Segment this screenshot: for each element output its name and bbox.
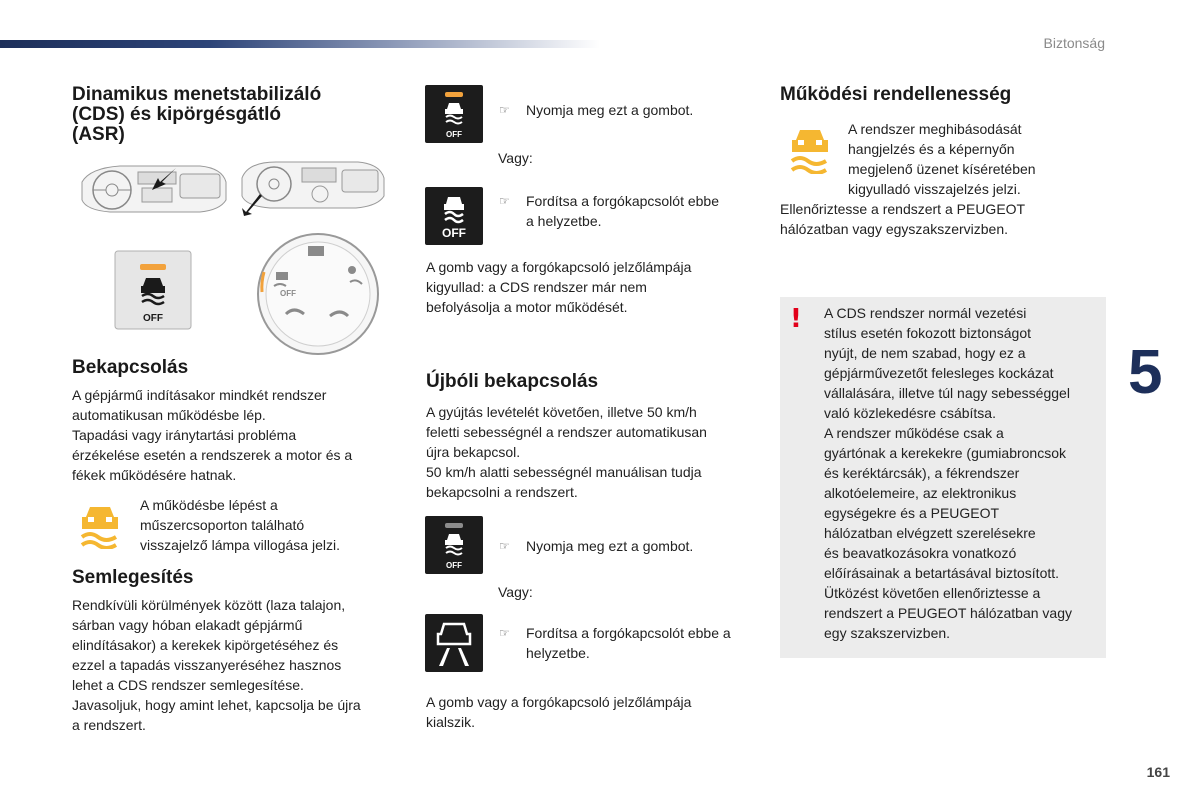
off-label: OFF	[442, 226, 466, 240]
pointing-hand-icon: ☞	[499, 103, 510, 117]
activation-warning-note: A működésbe lépést a műszercsoporton található visszajelző lámpa villogása jelzi.	[140, 497, 340, 553]
or-label: Vagy:	[498, 150, 533, 166]
malfunction-note: A rendszer meghibásodását hangjelzés és a képernyőn megjelenő üzenet kíséretében kigyulladó visszajelzés jelzi.	[848, 121, 1036, 197]
step-turn-switch: ☞ Fordítsa a forgókapcsolót ebbe a helyzetbe.	[499, 193, 720, 229]
off-label: OFF	[143, 313, 163, 324]
dashboard-left-illustration	[80, 160, 228, 222]
malfunction-text: Ellenőriztesse a rendszert a PEUGEOT hálózatban vagy egyszakszervizben.	[780, 201, 1026, 237]
off-button-illustration	[114, 250, 192, 330]
malfunction-heading: Működési rendellenesség	[780, 84, 1012, 105]
activation-text: A gépjármű indításakor mindkét rendszer automatikusan működésbe lép. Tapadási vagy iránytartási probléma érzékelése esetén a rendszerek a motor és a fékek működésére hatnak.	[72, 387, 353, 483]
off-button-lamp-on-icon	[425, 85, 483, 143]
off-label: OFF	[446, 561, 462, 570]
off-button-lamp-off-icon	[425, 516, 483, 574]
lamp-on-text: A gomb vagy a forgókapcsoló jelzőlámpája kigyullad: a CDS rendszer már nem befolyásolja a motor működését.	[426, 259, 692, 315]
neutralize-text: Rendkívüli körülmények között (laza talajon, sárban vagy hóban elakadt gépjármű elindításakor) a kerekek kipörgetéséhez és ezzel a tapadás visszanyeréséhez hasznos lehet a CDS rendszer semlegesítése. Javasoljuk, hogy amint lehet, kapcsolja be újra a rendszert.	[72, 597, 361, 733]
rotary-switch-illustration	[256, 232, 380, 356]
neutralize-heading: Semlegesítés	[72, 567, 194, 588]
dashboard-right-illustration	[240, 158, 386, 216]
pointing-hand-icon: ☞	[499, 626, 510, 640]
warning-text: A CDS rendszer normál vezetési stílus esetén fokozott biztonságot nyújt, de nem szabad, hogy ez a gépjárművezetőt felesleges kockázat vállalására, illetve túl nagy sebességgel való közlekedésre csábítsa. A rendszer működése csak a gyártónak a kerekekre (gumiabroncsok és keréktárcsák), a fékrendszer alkotóelemeire, az elektronikus egységekre és a PEUGEOT hálózatban elvégzett szerelésekre és beavatkozásokra vonatkozó előírásainak a betartásával biztosított. Ütközést követően ellenőriztesse a rendszert a PEUGEOT hálózatban vagy egy szakszervizben.	[824, 305, 1072, 641]
warning-exclamation-icon: !	[790, 304, 802, 334]
rotary-normal-position-icon	[425, 614, 483, 672]
lamp-off-text: A gomb vagy a forgókapcsoló jelzőlámpája kialszik.	[426, 694, 692, 730]
section-label: Biztonság	[1043, 35, 1105, 51]
header-color-bar	[0, 40, 600, 48]
page-title: Dinamikus menetstabilizáló (CDS) és kipörgésgátló (ASR)	[72, 84, 322, 145]
off-label: OFF	[446, 130, 462, 139]
activation-heading: Bekapcsolás	[72, 357, 189, 378]
knob-off-label: OFF	[280, 289, 296, 298]
page-number: 161	[1146, 764, 1170, 780]
step-press-button: ☞ Nyomja meg ezt a gombot.	[499, 102, 694, 118]
chapter-number: 5	[1128, 338, 1163, 407]
or-label: Vagy:	[498, 584, 533, 600]
reactivation-text: A gyújtás levételét követően, illetve 50 km/h feletti sebességnél a rendszer automatikusan újra bekapcsol. 50 km/h alatti sebességnél manuálisan tudja bekapcsolni a rendszert.	[426, 404, 707, 500]
reactivation-heading: Újbóli bekapcsolás	[426, 371, 599, 392]
skid-warning-icon	[788, 128, 832, 174]
rotary-off-position-icon	[425, 187, 483, 245]
pointing-hand-icon: ☞	[499, 539, 510, 553]
skid-warning-icon	[78, 505, 122, 549]
pointing-hand-icon: ☞	[499, 194, 510, 208]
step-turn-switch-reactivate: ☞ Fordítsa a forgókapcsolót ebbe a helyzetbe.	[499, 625, 731, 661]
step-press-button-reactivate: ☞ Nyomja meg ezt a gombot.	[499, 538, 694, 554]
